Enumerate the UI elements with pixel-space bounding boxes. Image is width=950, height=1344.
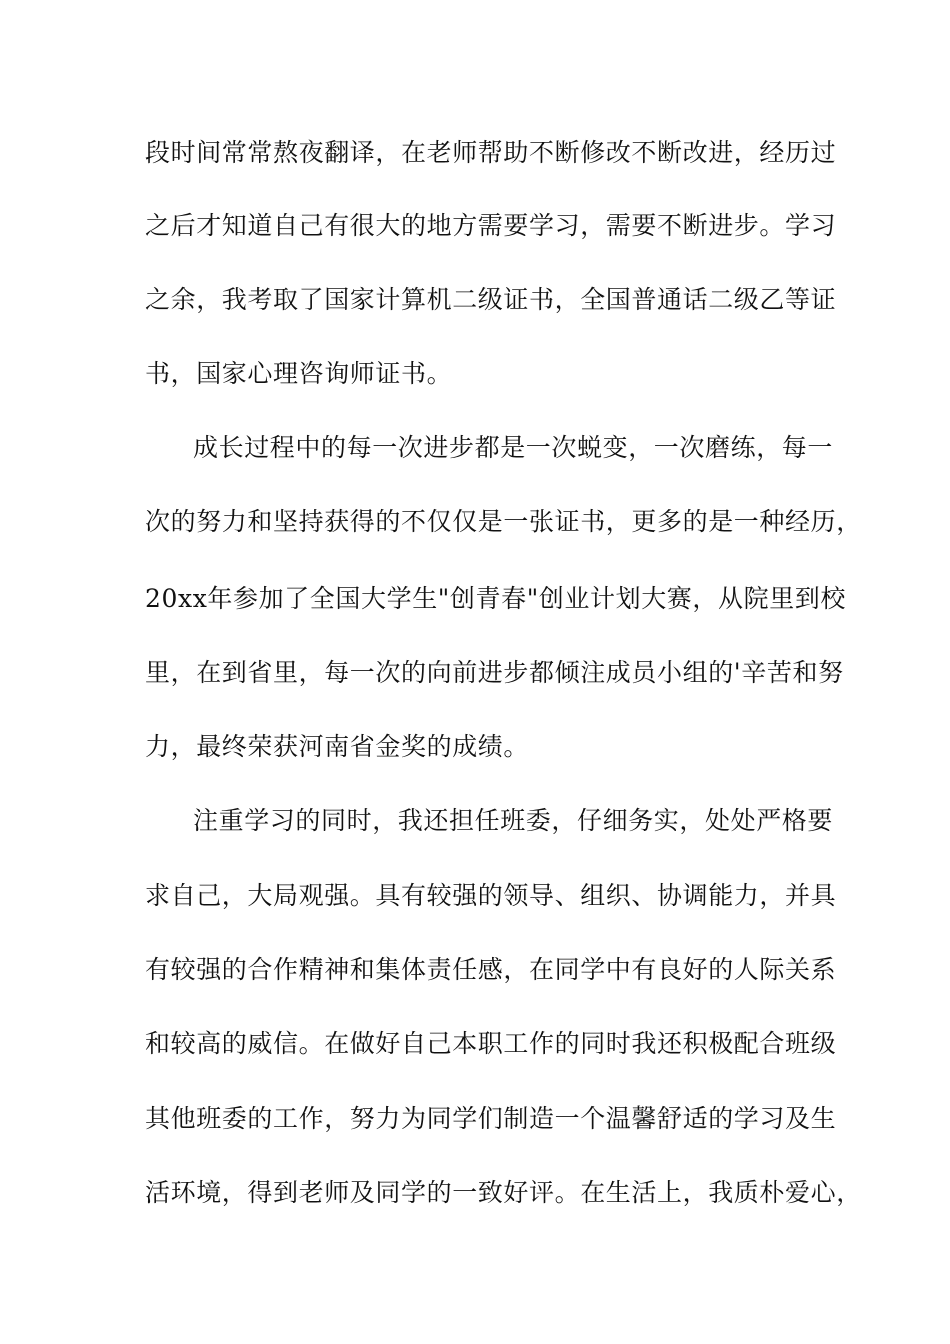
paragraph-line-2: 之后才知道自己有很大的地方需要学习，需要不断进步。学习 <box>145 211 837 240</box>
paragraph-line-12: 有较强的合作精神和集体责任感，在同学中有良好的人际关系 <box>145 955 837 984</box>
paragraph-line-6: 次的努力和坚持获得的不仅仅是一张证书，更多的是一种经历， <box>145 507 862 536</box>
paragraph-line-14: 其他班委的工作，努力为同学们制造一个温馨舒适的学习及生 <box>145 1104 837 1133</box>
paragraph-line-5: 成长过程中的每一次进步都是一次蜕变，一次磨练，每一 <box>193 433 834 462</box>
paragraph-line-15: 活环境，得到老师及同学的一致好评。在生活上，我质朴爱心， <box>145 1178 862 1207</box>
paragraph-line-4: 书，国家心理咨询师证书。 <box>145 359 453 388</box>
paragraph-line-9: 力，最终荣获河南省金奖的成绩。 <box>145 732 530 761</box>
paragraph-line-3: 之余，我考取了国家计算机二级证书，全国普通话二级乙等证 <box>145 285 837 314</box>
paragraph-line-10: 注重学习的同时，我还担任班委，仔细务实，处处严格要 <box>193 806 834 835</box>
paragraph-line-11: 求自己，大局观强。具有较强的领导、组织、协调能力，并具 <box>145 881 837 910</box>
paragraph-line-8: 里，在到省里，每一次的向前进步都倾注成员小组的'辛苦和努 <box>145 658 844 687</box>
paragraph-line-7: 20xx年参加了全国大学生"创青春"创业计划大赛，从院里到校 <box>145 584 847 613</box>
paragraph-line-13: 和较高的威信。在做好自己本职工作的同时我还积极配合班级 <box>145 1029 837 1058</box>
paragraph-line-1: 段时间常常熬夜翻译，在老师帮助不断修改不断改进，经历过 <box>145 138 837 167</box>
